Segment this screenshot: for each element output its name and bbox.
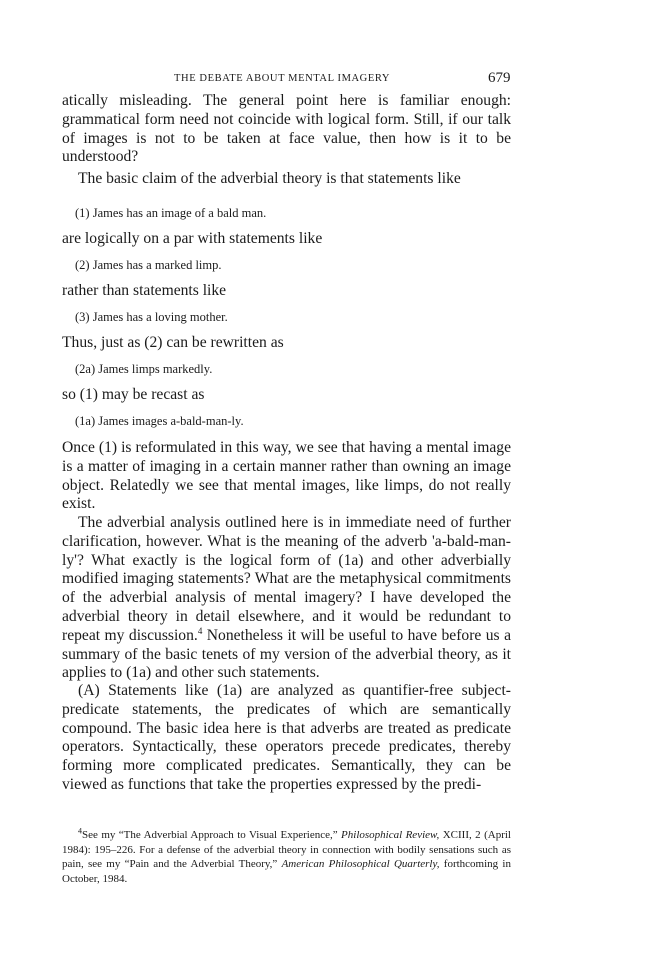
example-2: (2) James has a marked limp. — [75, 258, 222, 272]
footnote-text-2: XCIII, 2 (April 1984): 195–226. For a defense of the adverbial theory in connection with bodily sensations such as pain, see my “Pain and the Adverbial Theory,” — [62, 829, 511, 871]
footnote-text-1: See my “The Adverbial Approach to Visual Experience,” — [82, 829, 342, 841]
footnote-text-3: forthcoming in October, 1984. — [62, 858, 511, 885]
footnote-reference: 4 — [197, 625, 203, 636]
example-4: (2a) James limps markedly. — [75, 362, 213, 376]
transition-3: Thus, just as (2) can be rewritten as — [62, 334, 284, 351]
transition-4: so (1) may be recast as — [62, 386, 205, 403]
paragraph-2: The basic claim of the adverbial theory is that statements like — [78, 170, 461, 187]
footnote-mark: 4 — [78, 826, 82, 836]
paragraph-5: (A) Statements like (1a) are analyzed as quantifier-free subject-predicate statements, the predicates of which are semantically compound. The basic idea here is that adverbs are treated as predicate operators. Syntactically, these operators precede predicates, thereby forming more complicated predicates. Semantically, they can be viewed as functions that take the properties expressed by the predi- — [62, 682, 511, 793]
running-head: THE DEBATE ABOUT MENTAL IMAGERY — [174, 73, 391, 84]
example-3: (3) James has a loving mother. — [75, 310, 228, 324]
example-1: (1) James has an image of a bald man. — [75, 206, 267, 220]
page-number: 679 — [488, 70, 511, 86]
transition-1: are logically on a par with statements like — [62, 230, 323, 247]
footnote — [62, 828, 511, 886]
transition-2: rather than statements like — [62, 282, 227, 299]
paragraph-3: Once (1) is reformulated in this way, we see that having a mental image is a matter of imaging in a certain manner rather than owning an image object. Relatedly we see that mental images, like limps, do not really exist. — [62, 439, 511, 513]
footnote-journal-1: Philosophical Review, — [341, 829, 440, 841]
footnote-journal-2: American Philosophical Quarterly, — [281, 858, 440, 871]
paragraph-1: atically misleading. The general point here is familiar enough: grammatical form need not coincide with logical form. Still, if our talk of images is not to be taken at face value, then how is it to be understood? — [62, 92, 511, 166]
paragraph-4-part-2: Nonetheless it will be useful to have before us a summary of the basic tenets of my version of the adverbial theory, as it applies to (1a) and other such statements. — [62, 626, 511, 682]
paragraph-4-part-1: The adverbial analysis outlined here is in immediate need of further clarification, however. What is the meaning of the adverb 'a-bald-man-ly'? What exactly is the logical form of (1a) and other adverbially modified imaging statements? What are the metaphysical commitments of the adverbial analysis of mental imagery? I have developed the adverbial theory in detail elsewhere, and it would be redundant to repeat my discussion. — [62, 514, 511, 644]
paragraph-4 — [62, 514, 511, 683]
example-5: (1a) James images a-bald-man-ly. — [75, 414, 244, 428]
